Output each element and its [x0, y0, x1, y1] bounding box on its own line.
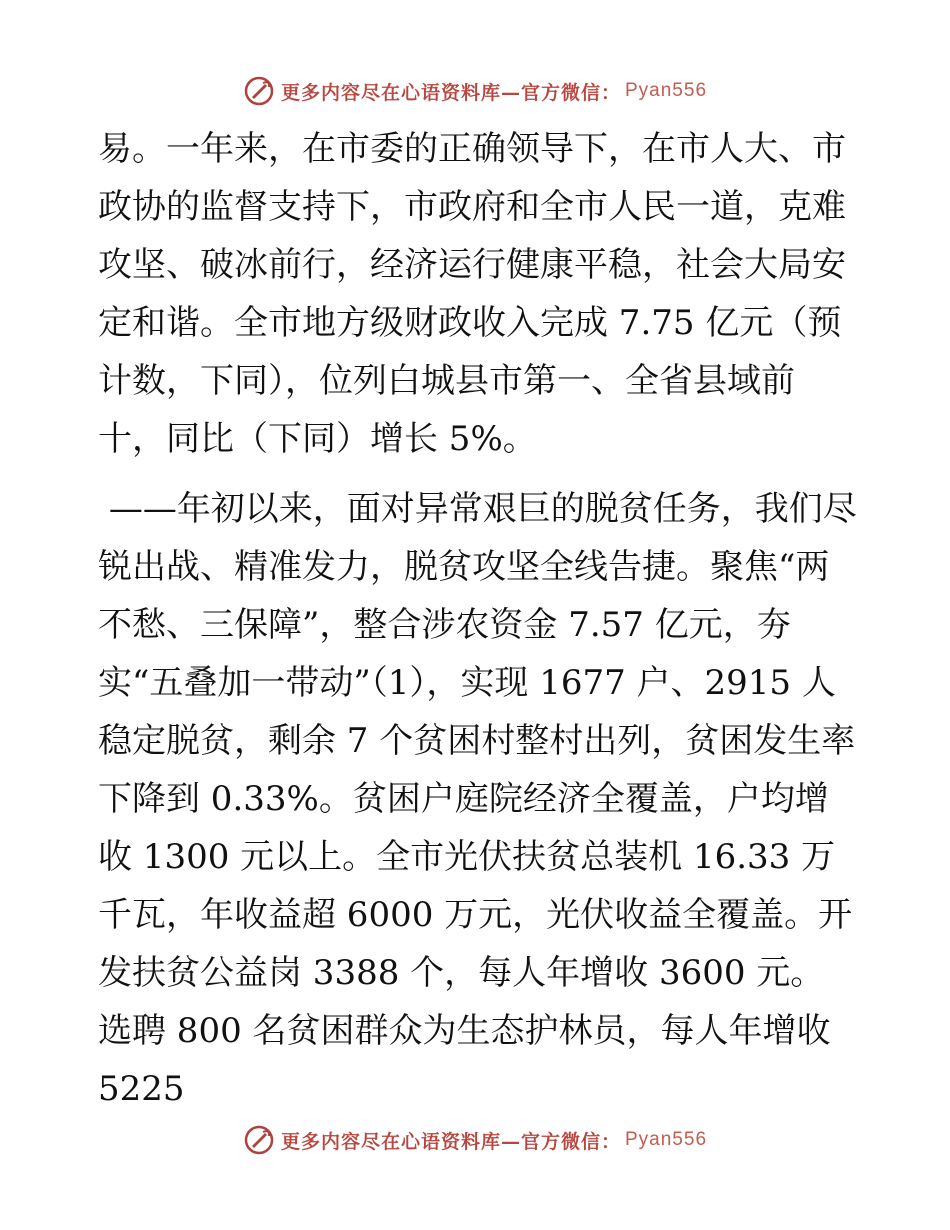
watermark-footer [0, 1120, 950, 1160]
watermark-brand-text: 更多内容尽在心语资料库—官方微信： [280, 81, 621, 104]
watermark-wechat-id: Pyan556 [625, 1129, 708, 1150]
paragraph-poverty-alleviation: ——年初以来，面对异常艰巨的脱贫任务，我们尽锐出战、精准发力，脱贫攻坚全线告捷。聚焦“两不愁、三保障”，整合涉农资金 7.57 亿元，夯实“五叠加一带动”（1），实现 1677 户、2915 人稳定脱贫，剩余 7 个贫困村整村出列，贫困发生率下降到 0.33%。贫困户庭院经济全覆盖，户均增收 1300 元以上。全市光伏扶贫总装机 16.33 万千瓦，年收益超 6000 万元，光伏收益全覆盖。开发扶贫公益岗 3388 个，每人年增收 3600 元。选聘 800 名贫困群众为生态护林员，每人年增收 5225 [98, 489, 857, 1109]
watermark-header [0, 71, 950, 111]
watermark-wechat-id: Pyan556 [625, 80, 708, 101]
paragraph-fiscal-summary: 易。一年来，在市委的正确领导下，在市人大、市政协的监督支持下，市政府和全市人民一道，克难攻坚、破冰前行，经济运行健康平稳，社会大局安定和谐。全市地方级财政收入完成 7.75 亿元（预计数，下同），位列白城县市第一、全省县域前十，同比（下同）增长 5%。 [98, 129, 846, 459]
quill-logo-icon [243, 1124, 275, 1156]
document-body [98, 120, 858, 1118]
watermark-brand-text: 更多内容尽在心语资料库—官方微信： [280, 1130, 621, 1153]
quill-logo-icon [243, 75, 275, 107]
